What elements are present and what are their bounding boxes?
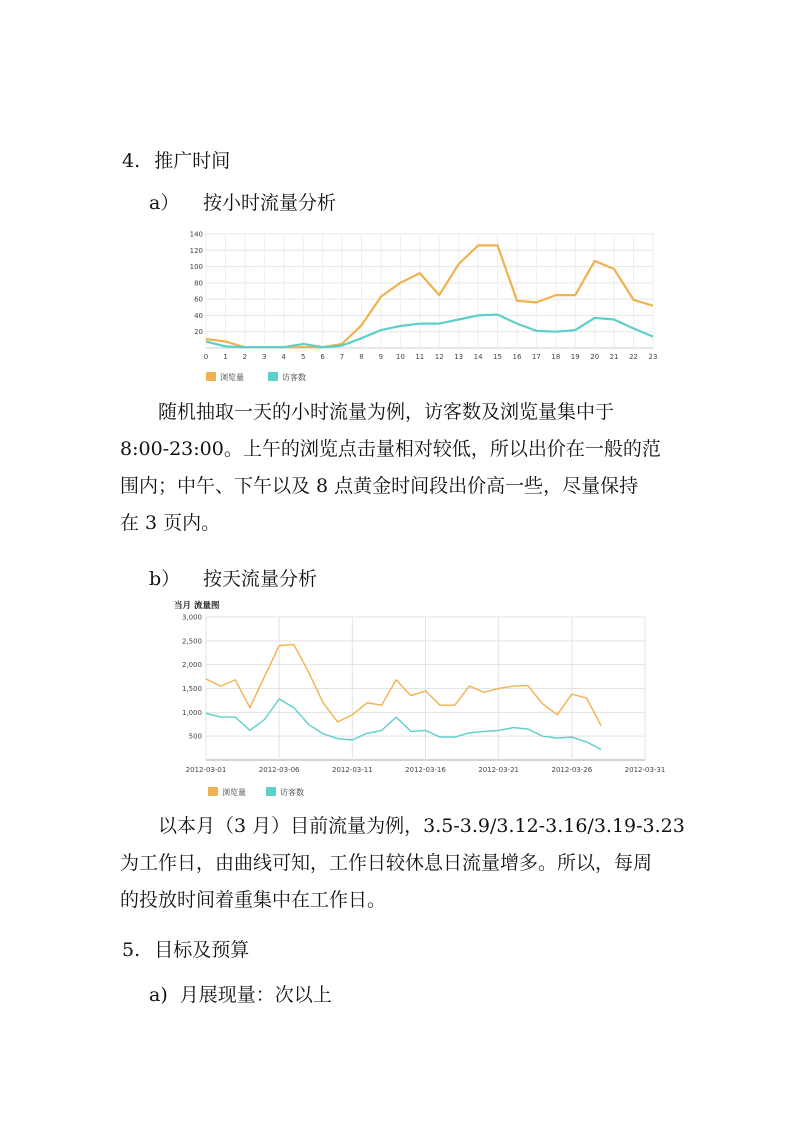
x-tick-label: 18 (551, 353, 561, 361)
section-number: 5. (122, 939, 141, 961)
y-tick-label: 140 (189, 230, 203, 239)
paragraph-line: 在 3 页内。 (120, 512, 221, 534)
subsection-label: b） (149, 568, 181, 590)
daily-traffic-chart-svg (170, 597, 666, 802)
y-tick-label: 1,500 (181, 685, 202, 693)
paragraph-line: 为工作日，由曲线可知，工作日较休息日流量增多。所以，每周 (120, 852, 653, 874)
y-tick-label: 3,000 (181, 613, 202, 622)
x-tick-label: 22 (629, 353, 639, 361)
y-tick-label: 60 (194, 295, 203, 304)
x-tick-label: 2012-03-26 (551, 766, 593, 774)
legend-swatch (266, 787, 276, 796)
paragraph-line: 以本月（3 月）目前流量为例，3.5-3.9/3.12-3.16/3.19-3.23 (120, 815, 685, 837)
section-5-heading (122, 935, 249, 962)
y-tick-label: 100 (189, 263, 203, 272)
legend-swatch (268, 372, 278, 381)
y-tick-label: 2,000 (181, 661, 202, 670)
x-tick-label: 14 (473, 353, 483, 361)
x-tick-label: 0 (203, 353, 209, 361)
x-tick-label: 12 (434, 353, 444, 361)
hourly-traffic-chart (190, 228, 660, 388)
section-title: 推广时间 (154, 150, 231, 172)
paragraph-line: 的投放时间着重集中在工作日。 (120, 889, 387, 911)
legend-swatch (208, 787, 218, 796)
subsection-b-heading (149, 564, 317, 591)
x-tick-label: 2012-03-01 (185, 766, 227, 774)
x-tick-label: 2012-03-31 (624, 766, 666, 774)
section-4-heading (122, 146, 230, 173)
x-tick-label: 2012-03-06 (258, 766, 300, 774)
legend-label: 访客数 (282, 373, 306, 382)
x-tick-label: 5 (300, 353, 306, 361)
plot-area (206, 234, 653, 348)
series-line-visitors (206, 699, 601, 750)
x-tick-label: 13 (454, 353, 464, 361)
chart-title: 当月 流量图 (174, 601, 220, 611)
paragraph-daily (120, 808, 685, 919)
paragraph-line: 随机抽取一天的小时流量为例，访客数及浏览量集中于 (120, 401, 615, 423)
x-tick-label: 11 (415, 353, 425, 361)
y-tick-label: 40 (194, 311, 203, 320)
x-tick-label: 1 (223, 353, 228, 361)
subsection-a-heading (149, 188, 336, 215)
legend-swatch (206, 372, 216, 381)
subsection-title: 按天流量分析 (203, 568, 318, 590)
subsection-5a-heading (149, 980, 332, 1007)
y-tick-label: 500 (188, 732, 202, 741)
x-tick-label: 15 (493, 353, 502, 361)
y-tick-label: 80 (194, 279, 203, 288)
x-tick-label: 2012-03-16 (405, 766, 446, 774)
x-tick-label: 8 (359, 353, 364, 361)
x-tick-label: 7 (339, 353, 345, 361)
y-tick-label: 20 (194, 328, 203, 337)
x-tick-label: 16 (512, 353, 522, 361)
paragraph-line: 围内；中午、下午以及 8 点黄金时间段出价高一些，尽量保持 (120, 475, 639, 497)
legend-label: 浏览量 (220, 373, 244, 382)
x-tick-label: 6 (320, 353, 325, 361)
x-tick-label: 20 (590, 353, 600, 361)
y-tick-label: 2,500 (181, 637, 202, 646)
paragraph-hourly (120, 394, 680, 542)
y-tick-label: 120 (189, 246, 203, 255)
paragraph-line: 8:00-23:00。上午的浏览点击量相对较低，所以出价在一般的范 (120, 438, 661, 460)
x-tick-label: 2 (242, 353, 248, 361)
x-tick-label: 3 (262, 353, 267, 361)
subsection-label: a) (149, 984, 168, 1006)
subsection-label: a） (149, 192, 180, 214)
y-tick-label: 1,000 (181, 708, 202, 717)
section-title: 目标及预算 (154, 939, 250, 961)
x-tick-label: 2012-03-11 (331, 766, 373, 774)
x-tick-label: 2012-03-21 (478, 766, 520, 774)
x-tick-label: 17 (531, 353, 541, 361)
subsection-title: 按小时流量分析 (203, 192, 337, 214)
x-tick-label: 10 (395, 353, 405, 361)
x-tick-label: 23 (648, 353, 658, 361)
daily-traffic-chart (170, 597, 666, 802)
series-line-pageviews (206, 645, 601, 726)
x-tick-label: 4 (281, 353, 286, 361)
legend-label: 浏览量 (222, 788, 246, 797)
legend-label: 访客数 (280, 788, 304, 797)
x-tick-label: 19 (570, 353, 580, 361)
section-number: 4. (122, 150, 141, 172)
x-tick-label: 9 (378, 353, 384, 361)
hourly-traffic-chart-svg (190, 228, 660, 388)
subsection-title: 月展现量：次以上 (179, 984, 332, 1006)
x-tick-label: 21 (609, 353, 619, 361)
